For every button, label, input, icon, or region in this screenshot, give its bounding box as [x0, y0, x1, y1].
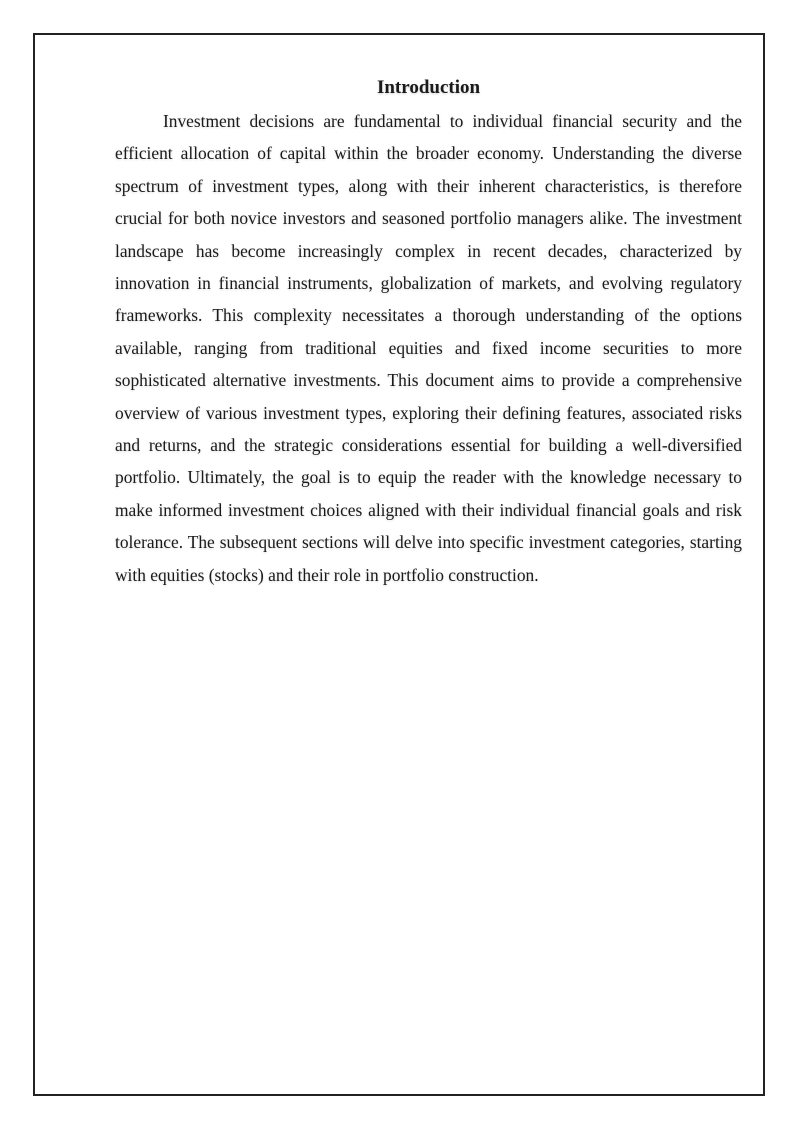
document-content	[115, 76, 742, 591]
introduction-paragraph: Investment decisions are fundamental to individual financial security and the efficient allocation of capital within the broader economy. Understanding the diverse spectrum of investment types, along with their inherent characteristics, is therefore crucial for both novice investors and seasoned portfolio managers alike. The investment landscape has become increasingly complex in recent decades, characterized by innovation in financial instruments, globalization of markets, and evolving regulatory frameworks. This complexity necessitates a thorough understanding of the options available, ranging from traditional equities and fixed income securities to more sophisticated alternative investments. This document aims to provide a comprehensive overview of various investment types, exploring their defining features, associated risks and returns, and the strategic considerations essential for building a well-diversified portfolio. Ultimately, the goal is to equip the reader with the knowledge necessary to make informed investment choices aligned with their individual financial goals and risk tolerance. The subsequent sections will delve into specific investment categories, starting with equities (stocks) and their role in portfolio construction.	[115, 111, 742, 585]
section-title: Introduction	[376, 77, 481, 98]
